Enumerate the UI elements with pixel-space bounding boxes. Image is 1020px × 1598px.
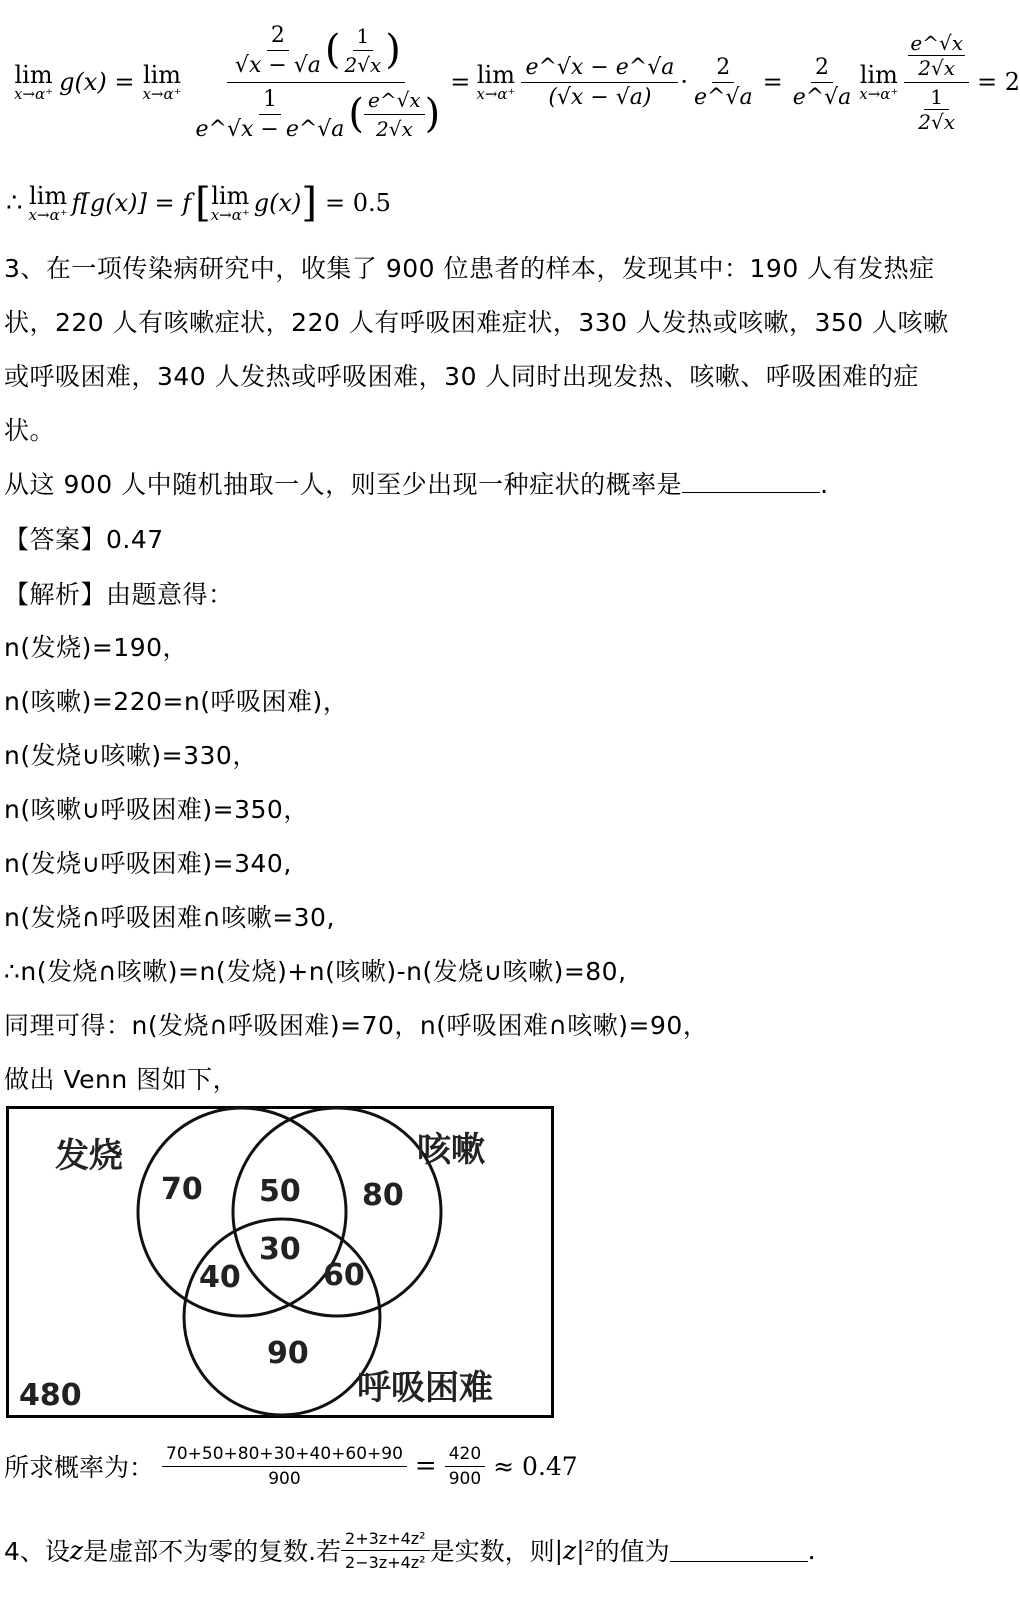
value-outside: 480 bbox=[19, 1378, 82, 1413]
problem3-question: 从这 900 人中随机抽取一人，则至少出现一种症状的概率是 . bbox=[4, 470, 829, 499]
probability-line: 所求概率为： $\frac{70+50+80+30+40+60+90}{900}$ = $\frac{420}{900}$ ≈ 0.47 bbox=[4, 1443, 578, 1489]
value-fever-breath: 40 bbox=[199, 1260, 241, 1295]
mid2-fraction: $\frac{2}{e\^{}√a}$ bbox=[693, 54, 753, 110]
problem3-line-2: 状，220 人有咳嗽症状，220 人有呼吸困难症状，330 人发热或咳嗽，350 人咳嗽 bbox=[4, 308, 949, 337]
step-7: ∴n(发烧∩咳嗽)=n(发烧)+n(咳嗽)-n(发烧∪咳嗽)=80, bbox=[4, 957, 627, 986]
lim-operator-2: lim x→α⁺ bbox=[142, 60, 182, 103]
answer-blank-4 bbox=[670, 1539, 808, 1562]
lim-operator: lim x→α⁺ bbox=[14, 60, 54, 103]
value-fever-only: 70 bbox=[161, 1172, 203, 1207]
venn-diagram bbox=[6, 1106, 554, 1418]
lim-operator-4: lim x→α⁺ bbox=[859, 60, 899, 103]
value-cough-breath: 60 bbox=[323, 1258, 365, 1293]
value-all-three: 30 bbox=[259, 1232, 301, 1267]
step-4: n(咳嗽∪呼吸困难)=350， bbox=[4, 795, 309, 824]
g-of-x: g(x) = bbox=[59, 68, 135, 96]
probability-fraction-2: $\frac{420}{900}$ bbox=[445, 1444, 485, 1489]
lim-operator-3: lim x→α⁺ bbox=[476, 60, 516, 103]
step-8: 同理可得：n(发烧∩呼吸困难)=70，n(呼吸困难∩咳嗽)=90， bbox=[4, 1011, 709, 1040]
label-fever: 发烧 bbox=[55, 1136, 123, 1176]
right-compound-fraction: e^√x 2√x 1 2√x bbox=[904, 31, 969, 134]
big-fraction: $\frac{2}{√x - √a}$ ( $\frac{1}{2√x}$ ) $\frac{1}{e\^{}√x - e\^{}√a}$ ( $\frac{e\^{}√x}{2√x}$ ) bbox=[195, 22, 441, 142]
step-1: n(发烧)=190， bbox=[4, 633, 189, 662]
value-breath-only: 90 bbox=[267, 1336, 309, 1371]
analysis-heading: 【解析】由题意得： bbox=[4, 580, 234, 609]
problem4-fraction: $\frac{\text{2+3z+4z²}}{\text{2−3z+4z²}}$ bbox=[341, 1529, 430, 1572]
value-cough-only: 80 bbox=[362, 1178, 404, 1213]
step-2: n(咳嗽)=220=n(呼吸困难)， bbox=[4, 687, 349, 716]
limit-formula: lim x→α⁺ g(x) = lim x→α⁺ $\frac{2}{√x - √a}$ ( $\frac{1}{2√x}$ ) $\frac{1}{e\^{}√x - e\^{}√a}$ ( $\frac{e\^{}√x}{2√x}$ ) = lim x→α⁺ $\frac{e\^{}√x - e\^{}√a}{(√x - √a)}$ · $\frac{2}{e\^{}√a}$ = $\frac{2}{e\^{}√a}$ lim x→α⁺ e^√x 2√x 1 2√x = 2 bbox=[14, 22, 1020, 142]
label-breath: 呼吸困难 bbox=[357, 1368, 493, 1408]
step-5: n(发烧∪呼吸困难)=340, bbox=[4, 849, 292, 878]
probability-fraction: $\frac{70+50+80+30+40+60+90}{900}$ bbox=[162, 1444, 407, 1489]
problem3-line-3: 或呼吸困难，340 人发热或呼吸困难，30 人同时出现发热、咳嗽、呼吸困难的症 bbox=[4, 362, 919, 391]
answer-blank bbox=[682, 470, 820, 493]
step-3: n(发烧∪咳嗽)=330， bbox=[4, 741, 258, 770]
conclusion-formula: ∴ lim x→α⁺ f[g(x)] = f [ lim x→α⁺ g(x) ] = 0.5 bbox=[6, 180, 391, 226]
problem4-line: 4、设 z 是虚部不为零的复数.若 $\frac{\text{2+3z+4z²}}{\text{2−3z+4z²}}$ 是实数，则 |z|² 的值为 . bbox=[4, 1528, 816, 1572]
fever-circle bbox=[138, 1108, 346, 1316]
problem3-line-1: 3、在一项传染病研究中，收集了 900 位患者的样本，发现其中：190 人有发热症 bbox=[4, 254, 935, 283]
mid-fraction: $\frac{e\^{}√x - e\^{}√a}{(√x - √a)}$ bbox=[521, 55, 678, 110]
answer-line: 【答案】0.47 bbox=[4, 525, 164, 554]
right-fraction: $\frac{2}{e\^{}√a}$ bbox=[792, 54, 852, 110]
label-cough: 咳嗽 bbox=[417, 1130, 485, 1170]
value-fever-cough: 50 bbox=[259, 1174, 301, 1209]
step-6: n(发烧∩呼吸困难∩咳嗽=30, bbox=[4, 903, 335, 932]
venn-svg bbox=[9, 1109, 551, 1415]
step-9: 做出 Venn 图如下， bbox=[4, 1065, 239, 1094]
problem3-line-4: 状。 bbox=[4, 416, 56, 445]
